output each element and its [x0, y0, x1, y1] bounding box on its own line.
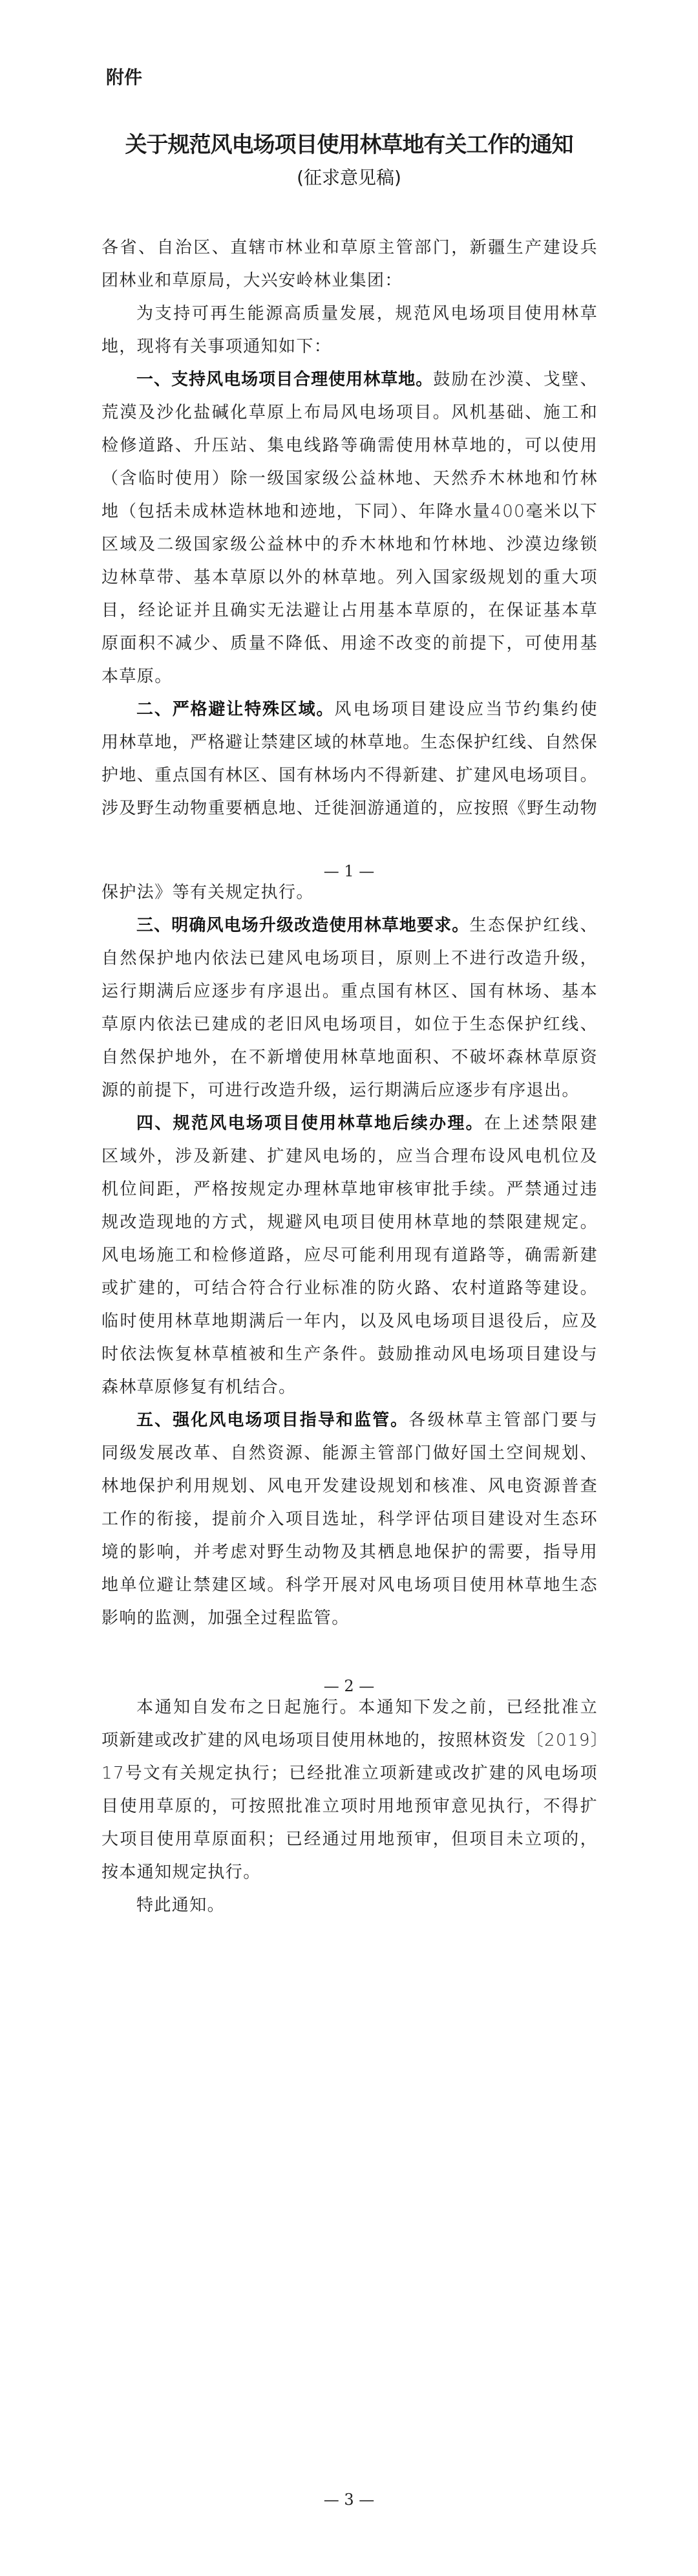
line-text: 区域外，涉及新建、扩建风电场的，应当合理布设风电机位及	[101, 1147, 598, 1166]
section-heading: 三、明确风电场升级改造使用林草地要求。	[136, 916, 470, 935]
line-text: 运行期满后应逐步有序退出。重点国有林区、国有林场、基本	[101, 982, 598, 1001]
line-text: 为支持可再生能源高质量发展，规范风电场项目使用林草	[136, 304, 598, 323]
body-text-line	[101, 237, 598, 258]
body-text-line	[101, 1146, 598, 1167]
line-text: 荒漠及沙化盐碱化草原上布局风电场项目。风机基础、施工和	[101, 403, 598, 422]
line-text: 原面积不减少、质量不降低、用途不改变的前提下，可使用基	[101, 634, 598, 653]
line-text: 检修道路、升压站、集电线路等确需使用林草地的，可以使用	[101, 436, 598, 455]
line-text: 自然保护地内依法已建风电场项目，原则上不进行改造升级，	[101, 949, 598, 968]
line-text: 风电场施工和检修道路，应尽可能利用现有道路等，确需新建	[101, 1246, 598, 1265]
line-text: 护地、重点国有林区、国有林场内不得新建、扩建风电场项目。	[101, 766, 598, 785]
line-text: 地（包括未成林造林地和迹地，下同）、年降水量400毫米以下	[101, 502, 598, 521]
body-text-line	[101, 981, 598, 1002]
body-text-line	[101, 1542, 598, 1563]
section-heading: 五、强化风电场项目指导和监管。	[136, 1411, 409, 1430]
body-text-line	[101, 1697, 598, 1718]
body-text-line	[101, 402, 598, 423]
body-text-line	[101, 1311, 598, 1332]
line-text: 森林草原修复有机结合。	[101, 1378, 297, 1397]
document-title: 关于规范风电场项目使用林草地有关工作的通知	[125, 132, 573, 158]
line-text: 工作的衔接，提前介入项目选址，科学评估项目建设对生态环	[101, 1510, 598, 1529]
page-number-3: — 3 —	[323, 2491, 375, 2509]
section-heading: 二、严格避让特殊区域。	[136, 700, 335, 719]
line-text: 风电场项目建设应当节约集约使	[334, 700, 598, 719]
line-text: 各级林草主管部门要与	[408, 1411, 598, 1430]
body-text-line	[101, 1829, 598, 1850]
section-heading-line	[101, 1113, 598, 1134]
body-text-line	[101, 1377, 598, 1398]
body-text-line	[101, 435, 598, 456]
section-heading: 一、支持风电场项目合理使用林草地。	[136, 370, 434, 389]
page-number-1: — 1 —	[323, 862, 375, 880]
body-text-line	[101, 1245, 598, 1266]
section-heading: 四、规范风电场项目使用林草地后续办理。	[136, 1114, 484, 1133]
line-text: 本通知自发布之日起施行。本通知下发之前，已经批准立	[136, 1698, 598, 1717]
line-text: 大项目使用草原面积；已经通过用地预审，但项目未立项的，	[101, 1830, 598, 1849]
section-heading-line	[101, 1410, 598, 1431]
line-text: 本草原。	[101, 667, 173, 686]
line-text: 涉及野生动物重要栖息地、迁徙洄游通道的，应按照《野生动物	[101, 799, 598, 818]
body-text-line	[101, 798, 598, 819]
body-text-line	[101, 1730, 609, 1751]
line-text: 各省、自治区、直辖市林业和草原主管部门，新疆生产建设兵	[101, 238, 598, 257]
body-text-line	[101, 534, 598, 555]
line-text: 17号文有关规定执行；已经批准立项新建或改扩建的风电场项	[101, 1764, 598, 1783]
body-text-line	[101, 336, 598, 357]
body-text-line	[101, 468, 598, 489]
body-text-line	[101, 1895, 598, 1916]
line-text: 同级发展改革、自然资源、能源主管部门做好国土空间规划、	[101, 1444, 598, 1463]
body-text-line	[101, 1278, 598, 1299]
line-text: 时依法恢复林草植被和生产条件。鼓励推动风电场项目建设与	[101, 1345, 598, 1364]
line-text: 边林草带、基本草原以外的林草地。列入国家级规划的重大项	[101, 568, 598, 587]
body-text-line	[101, 1443, 598, 1464]
body-text-line	[101, 1575, 598, 1596]
body-text-line	[101, 948, 598, 969]
body-text-line	[101, 1080, 598, 1101]
line-text: 按本通知规定执行。	[101, 1863, 261, 1882]
body-text-line	[101, 600, 598, 621]
line-text: 保护法》等有关规定执行。	[101, 883, 314, 902]
body-text-line	[101, 765, 598, 786]
line-text: 团林业和草原局，大兴安岭林业集团：	[101, 271, 403, 290]
body-text-line	[101, 882, 598, 903]
document-subtitle: (征求意见稿)	[297, 167, 401, 188]
body-text-line	[101, 567, 598, 588]
line-text: 目，经论证并且确实无法避让占用基本草原的，在保证基本草	[101, 601, 598, 620]
line-text: 林地保护利用规划、风电开发建设规划和核准、风电资源普查	[101, 1477, 598, 1496]
line-text: 特此通知。	[136, 1896, 226, 1915]
body-text-line	[101, 1763, 598, 1784]
body-text-line	[101, 666, 598, 687]
line-text: 在上述禁限建	[484, 1114, 598, 1133]
body-text-line	[101, 270, 598, 291]
line-text: 区域及二级国家级公益林中的乔木林地和竹林地、沙漠边缘锁	[101, 535, 598, 554]
line-text: 机位间距，严格按规定办理林草地审核审批手续。严禁通过违	[101, 1180, 598, 1199]
body-text-line	[101, 1212, 598, 1233]
line-text: 生态保护红线、	[469, 916, 598, 935]
line-text: 源的前提下，可进行改造升级，运行期满后应逐步有序退出。	[101, 1081, 580, 1100]
section-heading-line	[101, 915, 598, 936]
body-text-line	[101, 633, 598, 654]
body-text-line	[101, 732, 598, 753]
body-text-line	[101, 1608, 598, 1629]
line-text: 临时使用林草地期满后一年内，以及风电场项目退役后，应及	[101, 1312, 598, 1331]
line-text: 草原内依法已建成的老旧风电场项目，如位于生态保护红线、	[101, 1015, 598, 1034]
body-text-line	[101, 1179, 598, 1200]
body-text-line	[101, 1047, 598, 1068]
line-text: 境的影响，并考虑对野生动物及其栖息地保护的需要，指导用	[101, 1542, 598, 1562]
line-text: 用林草地，严格避让禁建区域的林草地。生态保护红线、自然保	[101, 733, 598, 752]
line-text: （含临时使用）除一级国家级公益林地、天然乔木林地和竹林	[101, 469, 598, 488]
line-text: 鼓励在沙漠、戈壁、	[433, 370, 598, 389]
body-text-line	[101, 303, 598, 324]
body-text-line	[101, 501, 598, 522]
body-text-line	[101, 1014, 598, 1035]
line-text: 项新建或改扩建的风电场项目使用林地的，按照林资发〔2019〕	[101, 1731, 609, 1750]
line-text: 规改造现地的方式，规避风电项目使用林草地的禁限建规定。	[101, 1213, 598, 1232]
section-heading-line	[101, 369, 598, 390]
section-heading-line	[101, 699, 598, 720]
line-text: 影响的监测，加强全过程监管。	[101, 1608, 350, 1628]
body-text-line	[101, 1509, 598, 1530]
line-text: 地，现将有关事项通知如下：	[101, 337, 332, 356]
attachment-label: 附件	[106, 67, 143, 88]
line-text: 目使用草原的，可按照批准立项时用地预审意见执行，不得扩	[101, 1797, 598, 1816]
body-text-line	[101, 1796, 598, 1817]
page-number-2: — 2 —	[323, 1677, 375, 1695]
line-text: 或扩建的，可结合符合行业标准的防火路、农村道路等建设。	[101, 1279, 598, 1298]
body-text-line	[101, 1344, 598, 1365]
body-text-line	[101, 1862, 598, 1883]
line-text: 地单位避让禁建区域。科学开展对风电场项目使用林草地生态	[101, 1575, 598, 1595]
line-text: 自然保护地外，在不新增使用林草地面积、不破坏森林草原资	[101, 1048, 598, 1067]
body-text-line	[101, 1476, 598, 1497]
